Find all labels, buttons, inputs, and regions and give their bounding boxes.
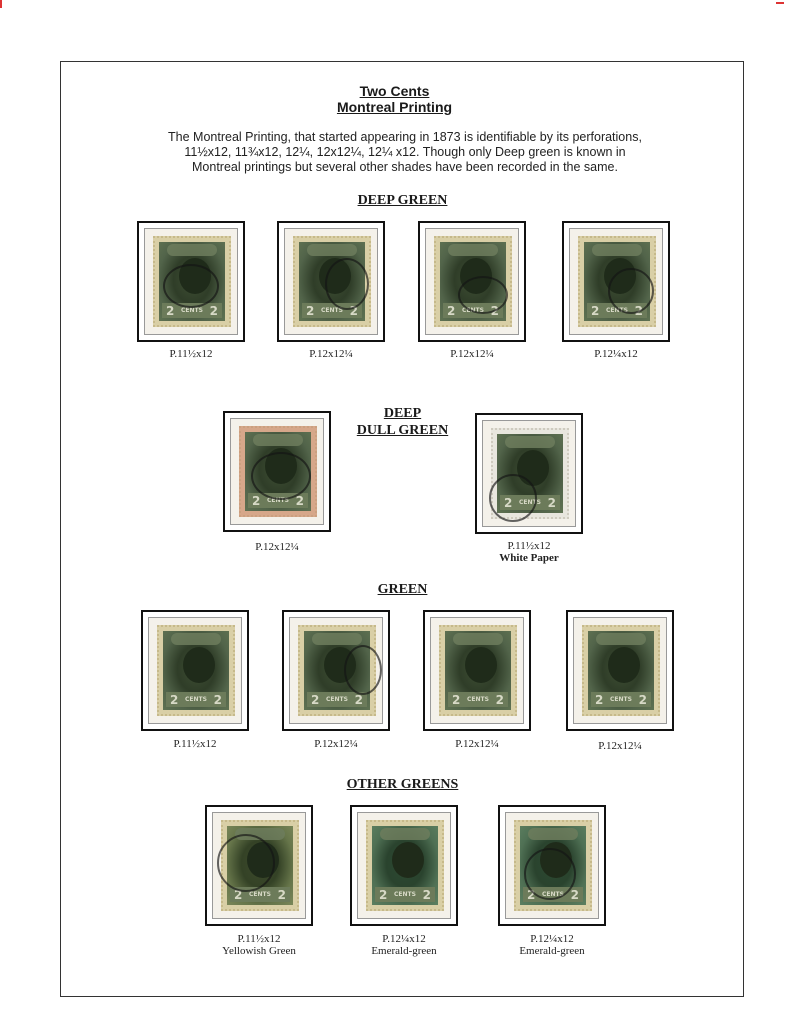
- stamp-image: [298, 625, 376, 716]
- scan-edge-mark: [0, 0, 2, 8]
- stamp-mount[interactable]: [566, 610, 674, 731]
- stamp-mount[interactable]: [137, 221, 245, 342]
- stamp-image: [434, 236, 512, 327]
- stamp-mount-inner: [482, 420, 576, 527]
- value-digit-right: 2: [570, 887, 579, 902]
- stamp-mount-inner: [430, 617, 524, 724]
- value-digit-right: 2: [547, 495, 556, 510]
- stamp-mount[interactable]: [282, 610, 390, 731]
- queen-portrait: [392, 842, 424, 878]
- postmark-cancel: [458, 276, 508, 314]
- stamp-banner: [312, 633, 362, 645]
- postmark-cancel: [163, 264, 219, 308]
- stamp-design: [588, 631, 654, 710]
- postmark-cancel: [489, 474, 537, 522]
- stamp-caption-block: [324, 933, 484, 957]
- stamp-mount-inner: [212, 812, 306, 919]
- stamp-mount[interactable]: [141, 610, 249, 731]
- scan-edge-mark: [776, 2, 784, 4]
- value-digit-left: 2: [170, 692, 179, 707]
- value-word: CENTS: [249, 891, 271, 898]
- stamp-banner: [596, 633, 646, 645]
- page-title: Two Cents: [359, 83, 430, 99]
- stamp-mount-inner: [573, 617, 667, 724]
- stamp-mount-inner: [148, 617, 242, 724]
- value-word: CENTS: [610, 696, 632, 703]
- stamp-image: [157, 625, 235, 716]
- stamp-image: [439, 625, 517, 716]
- stamp-mount[interactable]: [562, 221, 670, 342]
- stamp-design: [445, 631, 511, 710]
- value-digit-left: 2: [595, 692, 604, 707]
- postmark-cancel: [251, 452, 311, 500]
- stamp-shade: Yellowish Green: [222, 945, 296, 957]
- stamp-mount[interactable]: [277, 221, 385, 342]
- heading-line: DEEP: [383, 406, 422, 421]
- stamp-mount[interactable]: [423, 610, 531, 731]
- stamp-note: White Paper: [499, 552, 559, 564]
- stamp-image: [153, 236, 231, 327]
- stamp-mount[interactable]: [418, 221, 526, 342]
- stamp-mount-inner: [569, 228, 663, 335]
- value-digit-left: 2: [252, 493, 261, 508]
- stamp-banner: [167, 244, 217, 256]
- intro-line: The Montreal Printing, that started appearing in 1873 is identifiable by its perforations,: [168, 130, 642, 144]
- section-heading-deep-dull-green: [340, 405, 465, 439]
- value-digit-right: 2: [354, 692, 363, 707]
- stamp-mount-inner: [144, 228, 238, 335]
- stamp-caption-block: [179, 933, 339, 957]
- value-digit-left: 2: [527, 887, 536, 902]
- queen-portrait: [183, 647, 215, 683]
- stamp-banner: [380, 828, 430, 840]
- stamp-banner: [528, 828, 578, 840]
- value-word: CENTS: [542, 891, 564, 898]
- value-digit-right: 2: [349, 303, 358, 318]
- stamp-image: [582, 625, 660, 716]
- postmark-cancel: [217, 834, 275, 892]
- stamp-mount-inner: [425, 228, 519, 335]
- value-digit-left: 2: [452, 692, 461, 707]
- stamp-banner: [453, 633, 503, 645]
- stamp-banner: [592, 244, 642, 256]
- value-word: CENTS: [462, 307, 484, 314]
- value-digit-right: 2: [490, 303, 499, 318]
- stamp-caption: P.12x12¼: [450, 348, 494, 360]
- stamp-mount-inner: [289, 617, 383, 724]
- intro-paragraph: [120, 130, 690, 175]
- stamp-banner: [171, 633, 221, 645]
- value-digit-left: 2: [311, 692, 320, 707]
- value-digit-right: 2: [277, 887, 286, 902]
- stamp-caption: P.11½x12: [507, 540, 551, 552]
- value-word: CENTS: [321, 307, 343, 314]
- stamp-mount-inner: [230, 418, 324, 525]
- postmark-cancel: [524, 848, 576, 900]
- postmark-cancel: [608, 268, 654, 314]
- value-word: CENTS: [267, 497, 289, 504]
- stamp-caption: P.12¼x12: [594, 348, 638, 360]
- stamp-mount[interactable]: [205, 805, 313, 926]
- postmark-cancel: [325, 258, 369, 310]
- value-word: CENTS: [185, 696, 207, 703]
- value-digit-left: 2: [504, 495, 513, 510]
- stamp-mount[interactable]: [223, 411, 331, 532]
- value-digit-right: 2: [213, 692, 222, 707]
- stamp-mount[interactable]: [475, 413, 583, 534]
- value-digit-left: 2: [166, 303, 175, 318]
- stamp-image: [514, 820, 592, 911]
- stamp-caption: P.11½x12: [169, 348, 213, 360]
- value-digit-right: 2: [209, 303, 218, 318]
- stamp-caption-block: [449, 540, 609, 564]
- value-word: CENTS: [606, 307, 628, 314]
- stamp-mount-inner: [284, 228, 378, 335]
- queen-portrait: [465, 647, 497, 683]
- stamp-banner: [253, 434, 303, 446]
- stamp-value-tablet: [448, 692, 508, 707]
- stamp-design: [163, 631, 229, 710]
- section-heading-green: GREEN: [377, 582, 428, 597]
- stamp-caption: P.12x12¼: [598, 740, 642, 752]
- stamp-caption: P.11½x12: [173, 738, 217, 750]
- value-digit-right: 2: [634, 303, 643, 318]
- stamp-image: [366, 820, 444, 911]
- stamp-design: [372, 826, 438, 905]
- stamp-image: [239, 426, 317, 517]
- stamp-image: [293, 236, 371, 327]
- value-word: CENTS: [519, 499, 541, 506]
- queen-portrait: [608, 647, 640, 683]
- stamp-image: [491, 428, 569, 519]
- section-heading-deep-green: DEEP GREEN: [357, 193, 448, 208]
- stamp-value-tablet: [591, 692, 651, 707]
- stamp-mount[interactable]: [498, 805, 606, 926]
- stamp-caption: P.12¼x12: [382, 933, 426, 945]
- value-digit-right: 2: [422, 887, 431, 902]
- stamp-mount-inner: [357, 812, 451, 919]
- stamp-value-tablet: [375, 887, 435, 902]
- value-digit-left: 2: [447, 303, 456, 318]
- stamp-caption-block: [472, 933, 632, 957]
- stamp-banner: [307, 244, 357, 256]
- stamp-shade: Emerald-green: [519, 945, 585, 957]
- value-word: CENTS: [326, 696, 348, 703]
- stamp-shade: Emerald-green: [371, 945, 437, 957]
- postmark-cancel: [344, 645, 382, 695]
- stamp-caption: P.12x12¼: [455, 738, 499, 750]
- value-digit-right: 2: [495, 692, 504, 707]
- stamp-image: [221, 820, 299, 911]
- section-heading-other-greens: OTHER GREENS: [346, 777, 459, 792]
- stamp-caption: P.12x12¼: [255, 541, 299, 553]
- page-subtitle: Montreal Printing: [336, 99, 453, 115]
- stamp-image: [578, 236, 656, 327]
- value-digit-left: 2: [234, 887, 243, 902]
- stamp-caption: P.12¼x12: [530, 933, 574, 945]
- stamp-banner: [448, 244, 498, 256]
- heading-line: DULL GREEN: [356, 423, 449, 438]
- stamp-caption: P.12x12¼: [314, 738, 358, 750]
- intro-line: Montreal printings but several other shades have been recorded in the same.: [192, 160, 618, 174]
- value-word: CENTS: [394, 891, 416, 898]
- value-word: CENTS: [181, 307, 203, 314]
- stamp-caption: P.11½x12: [237, 933, 281, 945]
- value-digit-left: 2: [591, 303, 600, 318]
- value-digit-right: 2: [638, 692, 647, 707]
- value-digit-left: 2: [379, 887, 388, 902]
- value-word: CENTS: [467, 696, 489, 703]
- intro-line: 11½x12, 11¾x12, 12¼, 12x12¼, 12¼ x12. Though only Deep green is known in: [184, 145, 626, 159]
- stamp-caption: P.12x12¼: [309, 348, 353, 360]
- value-digit-right: 2: [295, 493, 304, 508]
- stamp-banner: [505, 436, 555, 448]
- stamp-mount-inner: [505, 812, 599, 919]
- stamp-mount[interactable]: [350, 805, 458, 926]
- stamp-value-tablet: [166, 692, 226, 707]
- value-digit-left: 2: [306, 303, 315, 318]
